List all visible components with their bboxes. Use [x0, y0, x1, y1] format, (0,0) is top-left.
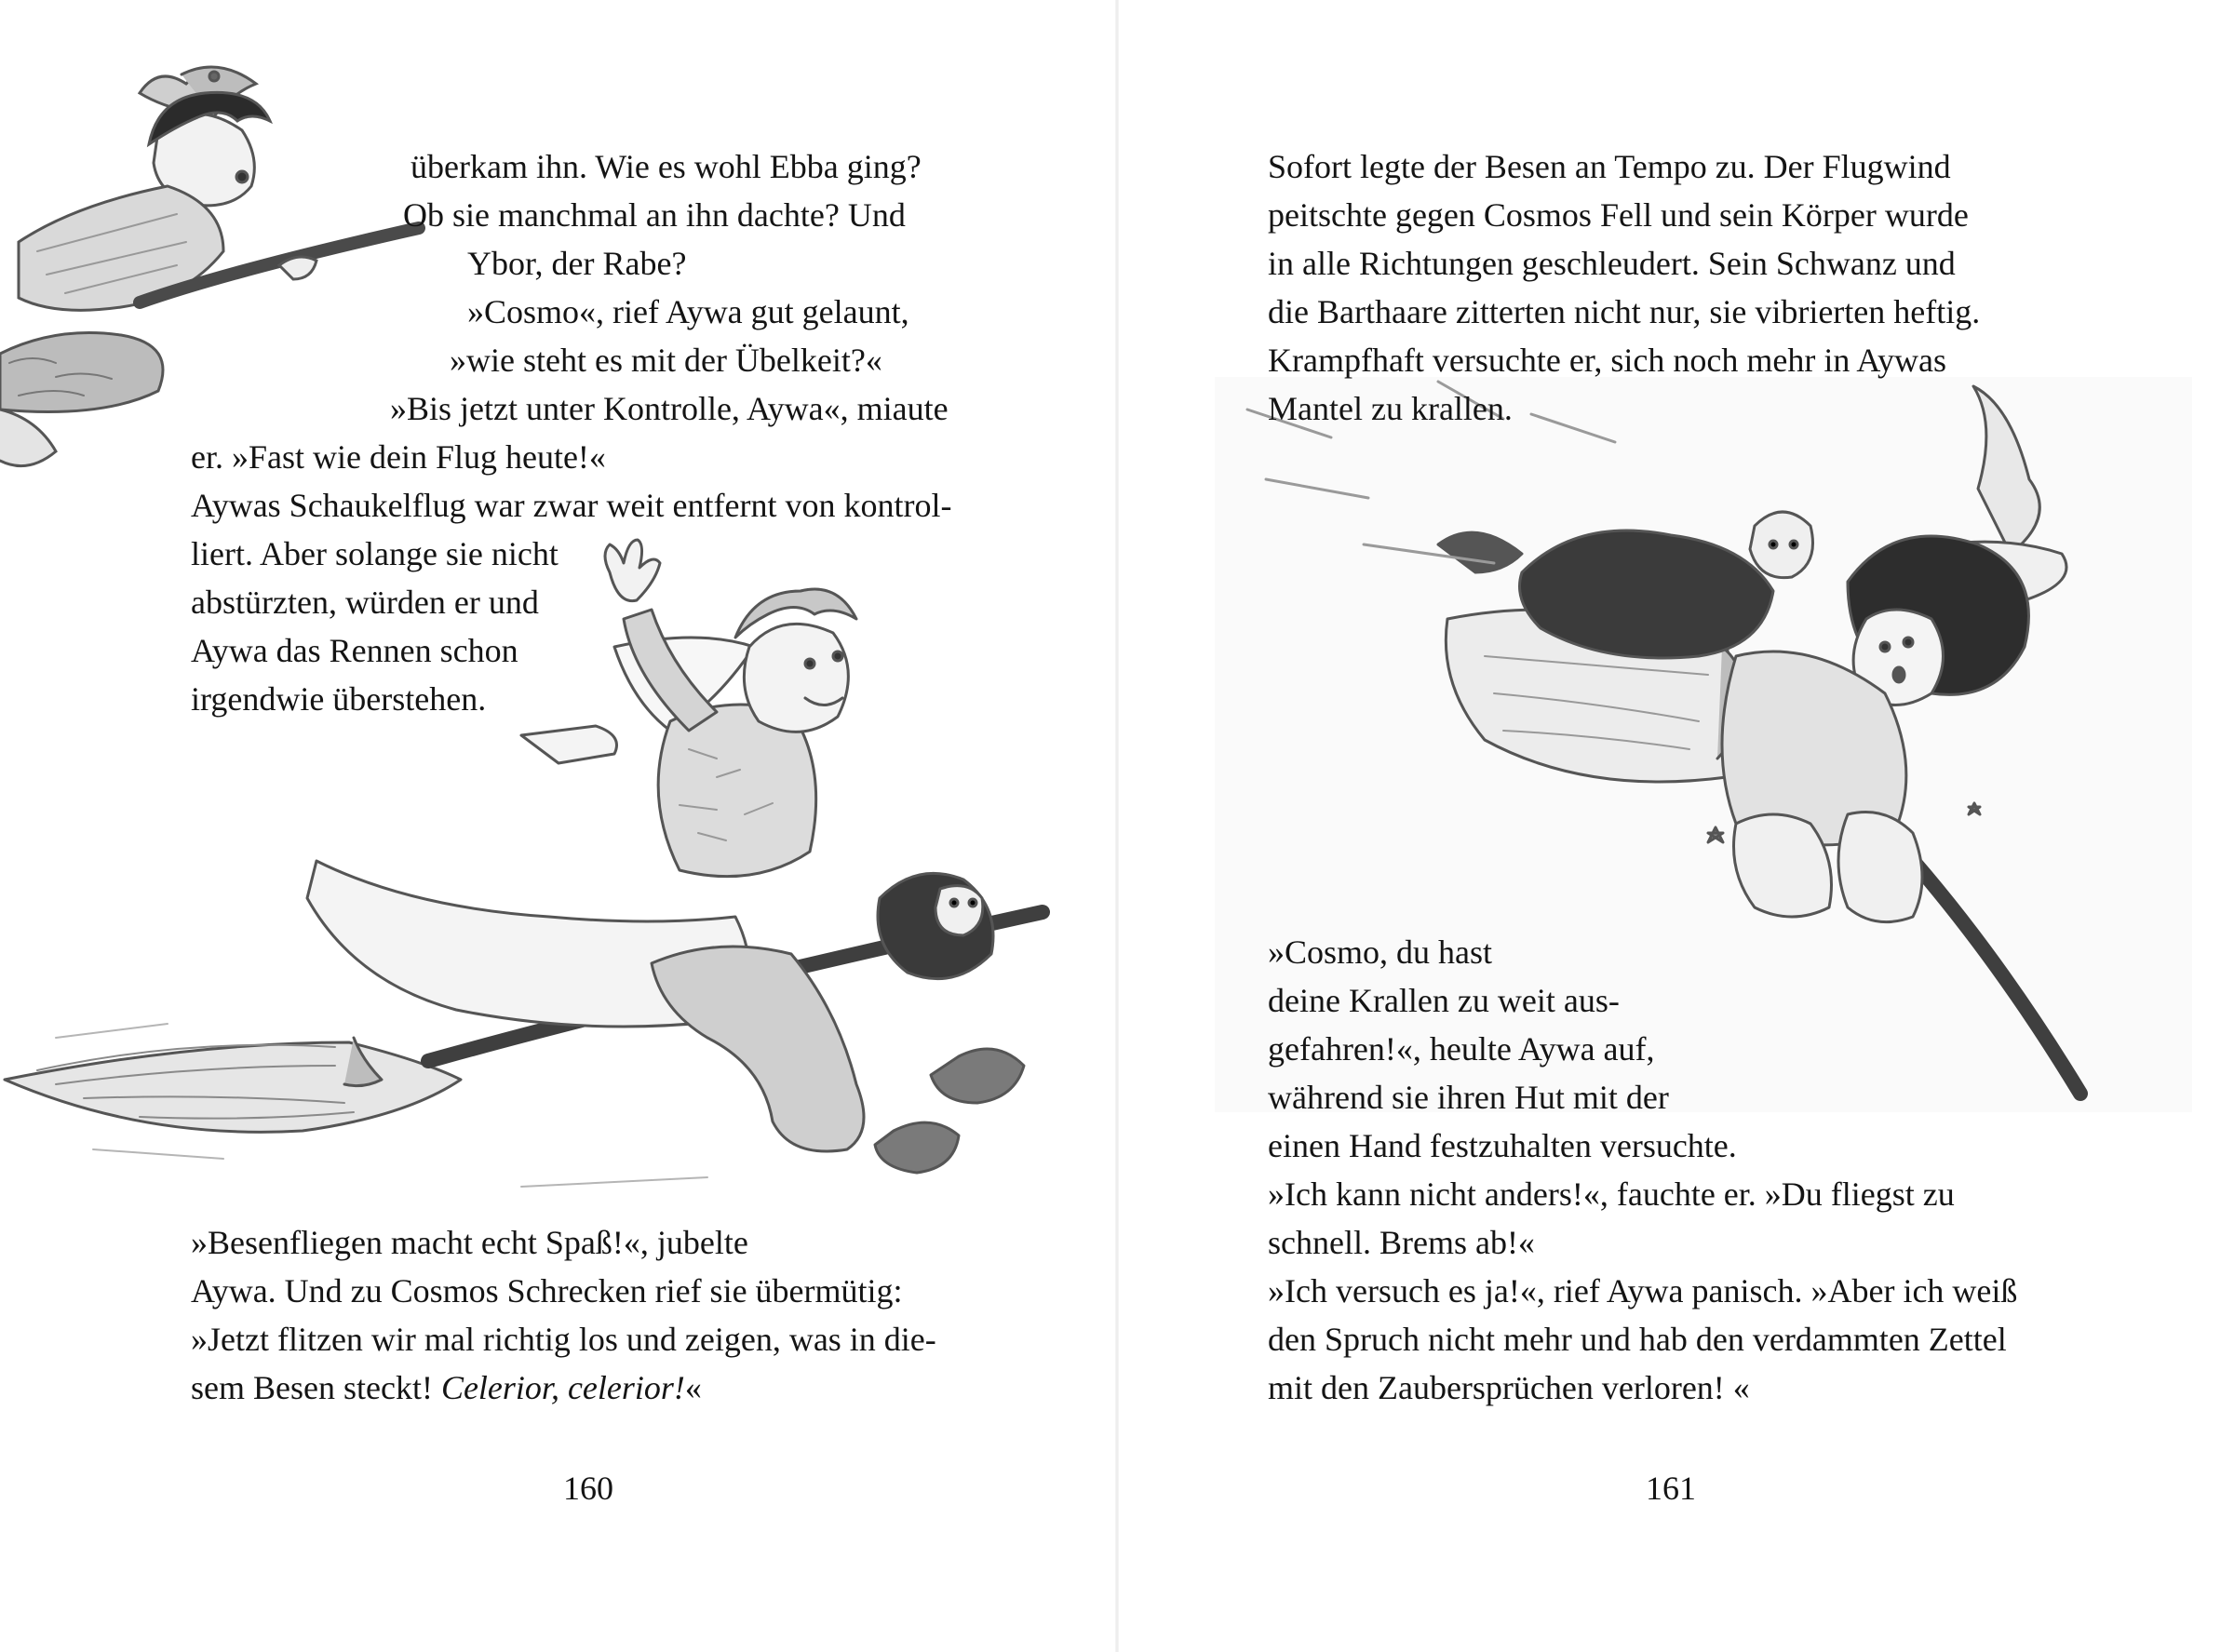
text-fragment: sem Besen steckt! [191, 1369, 441, 1406]
text-line: Aywa das Rennen schon [191, 632, 518, 669]
text-line: Mantel zu krallen. [1268, 390, 1513, 427]
text-line: Ybor, der Rabe? [467, 245, 687, 282]
text-line: in alle Richtungen geschleudert. Sein Schwanz und [1268, 245, 1956, 282]
text-line: peitschte gegen Cosmos Fell und sein Körper wurde [1268, 196, 1969, 234]
text-line: »Cosmo, du hast [1268, 933, 1493, 971]
boy-on-broom-with-cat-illustration [0, 535, 1117, 1205]
text-line: »Bis jetzt unter Kontrolle, Aywa«, miaute [390, 390, 949, 427]
text-line: liert. Aber solange sie nicht [191, 535, 558, 572]
page-number: 161 [1646, 1470, 1696, 1507]
text-line: Krampfhaft versuchte er, sich noch mehr in Aywas [1268, 342, 1947, 379]
text-line: Ob sie manchmal an ihn dachte? Und [403, 196, 906, 234]
text-line: abstürzten, würden er und [191, 584, 539, 621]
text-fragment: « [684, 1369, 702, 1406]
text-line: während sie ihren Hut mit der [1268, 1079, 1669, 1116]
spell-italic: Celerior, celerior! [440, 1369, 685, 1406]
text-line: schnell. Brems ab!« [1268, 1224, 1535, 1261]
text-line: irgendwie überstehen. [191, 680, 487, 718]
text-line: den Spruch nicht mehr und hab den verdammten Zettel [1268, 1321, 2007, 1358]
text-line: mit den Zaubersprüchen verloren! « [1268, 1369, 1750, 1406]
text-line-with-spell [191, 1363, 702, 1412]
text-line: Sofort legte der Besen an Tempo zu. Der Flugwind [1268, 148, 1951, 185]
text-line: »Ich versuch es ja!«, rief Aywa panisch. »Aber ich weiß [1268, 1272, 2018, 1310]
text-line: »Jetzt flitzen wir mal richtig los und zeigen, was in die- [191, 1321, 936, 1358]
text-line: »wie steht es mit der Übelkeit?« [450, 342, 882, 379]
text-line: gefahren!«, heulte Aywa auf, [1268, 1030, 1655, 1068]
text-line: die Barthaare zitterten nicht nur, sie vibrierten heftig. [1268, 293, 1981, 330]
right-page [1117, 0, 2234, 1652]
page-number: 160 [563, 1470, 613, 1507]
text-line: er. »Fast wie dein Flug heute!« [191, 438, 606, 476]
text-line: deine Krallen zu weit aus- [1268, 982, 1620, 1019]
text-line: »Cosmo«, rief Aywa gut gelaunt, [467, 293, 909, 330]
text-line: Aywa. Und zu Cosmos Schrecken rief sie übermütig: [191, 1272, 903, 1310]
text-line: »Besenfliegen macht echt Spaß!«, jubelte [191, 1224, 748, 1261]
text-line: Aywas Schaukelflug war zwar weit entfernt von kontrol- [191, 487, 952, 524]
text-line: überkam ihn. Wie es wohl Ebba ging? [410, 148, 922, 185]
text-line: »Ich kann nicht anders!«, fauchte er. »Du fliegst zu [1268, 1175, 1955, 1213]
text-line: einen Hand festzuhalten versuchte. [1268, 1127, 1737, 1164]
